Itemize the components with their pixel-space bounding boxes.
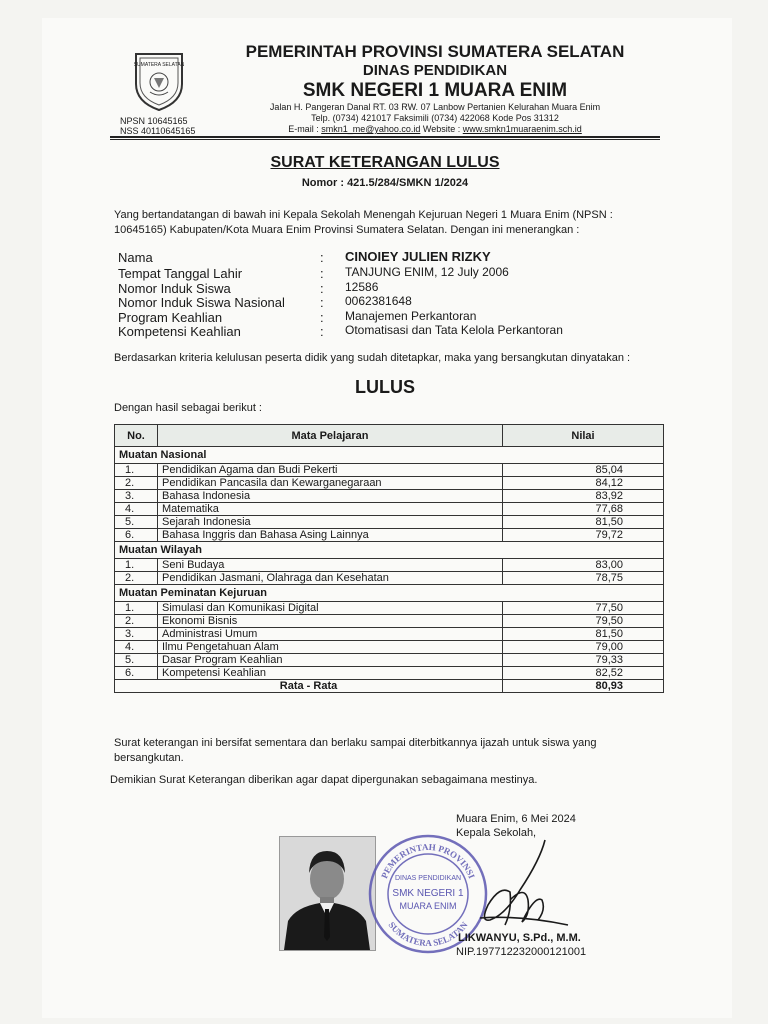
row-score: 83,92: [503, 490, 664, 503]
row-subject: Kompetensi Keahlian: [158, 667, 503, 680]
row-subject: Bahasa Inggris dan Bahasa Asing Lainnya: [158, 529, 503, 542]
table-row: [115, 572, 664, 585]
email-label: E-mail :: [288, 124, 322, 134]
row-number: 2.: [115, 615, 158, 628]
signer-position: Kepala Sekolah,: [456, 827, 537, 839]
signer-name: LIKWANYU, S.Pd., M.M.: [458, 932, 581, 944]
field-label-nis: Nomor Induk Siswa: [118, 281, 231, 296]
table-row: [115, 667, 664, 680]
website-label: Website :: [420, 124, 463, 134]
row-score: 79,00: [503, 641, 664, 654]
table-row: [115, 615, 664, 628]
field-label-nisn: Nomor Induk Siswa Nasional: [118, 295, 285, 310]
student-photo: [279, 836, 376, 951]
phone-text: Telp. (0734) 421017 Faksimili (0734) 422068 Kode Pos 31312: [311, 113, 559, 123]
column-header-no: No.: [115, 425, 158, 447]
row-number: 1.: [115, 464, 158, 477]
province-emblem-icon: [128, 48, 190, 112]
row-subject: Bahasa Indonesia: [158, 490, 503, 503]
row-score: 83,00: [503, 559, 664, 572]
row-subject: Seni Budaya: [158, 559, 503, 572]
field-colon: :: [320, 266, 324, 281]
table-row: [115, 503, 664, 516]
field-colon: :: [320, 295, 324, 310]
field-value-nis: 12586: [345, 280, 379, 294]
row-number: 5.: [115, 654, 158, 667]
average-score: 80,93: [503, 680, 664, 693]
table-row: [115, 654, 664, 667]
field-label-ttl: Tempat Tanggal Lahir: [118, 266, 243, 281]
table-row: [115, 529, 664, 542]
row-number: 3.: [115, 628, 158, 641]
validity-note: Surat keterangan ini bersifat sementara dan berlaku sampai diterbitkannya ijazah untuk siswa yang bersangkutan.: [114, 737, 597, 764]
field-label-program: Program Keahlian: [118, 310, 223, 325]
row-subject: Pendidikan Pancasila dan Kewarganegaraan: [158, 477, 503, 490]
nss-text: NSS 40110645165: [120, 126, 196, 136]
letterhead-line2: DINAS PENDIDIKAN: [362, 62, 508, 79]
document-title: SURAT KETERANGAN LULUS: [270, 154, 500, 171]
row-score: 79,72: [503, 529, 664, 542]
graduation-status: LULUS: [355, 377, 415, 397]
table-row: [115, 559, 664, 572]
stamp-inner-2: SMK NEGERI 1: [392, 888, 464, 899]
group-label: Muatan Wilayah: [115, 542, 664, 559]
row-number: 1.: [115, 559, 158, 572]
group-row: [115, 447, 664, 464]
criteria-paragraph: Berdasarkan kriteria kelulusan peserta didik yang sudah ditetapkar, maka yang bersangkutan dinyatakan :: [114, 352, 631, 364]
stamp-outer-bottom: SUMATERA SELATAN: [386, 919, 470, 949]
email-link[interactable]: smkn1_me@yahoo.co.id: [321, 124, 421, 134]
group-row: [115, 585, 664, 602]
group-label: Muatan Peminatan Kejuruan: [115, 585, 664, 602]
row-score: 77,50: [503, 602, 664, 615]
grades-table: [114, 424, 664, 693]
row-score: 79,33: [503, 654, 664, 667]
npsn-block: [120, 116, 195, 136]
row-subject: Pendidikan Jasmani, Olahraga dan Kesehatan: [158, 572, 503, 585]
stamp-outer-top: PEMERINTAH PROVINSI: [379, 841, 477, 880]
intro-paragraph: Yang bertandatangan di bawah ini Kepala Sekolah Menengah Kejuruan Negeri 1 Muara Enim (NPSN : 10645165) Kabupaten/Kota Muara Enim Provinsi Sumatera Selatan. Dengan ini menerangkan :: [114, 209, 613, 236]
row-number: 4.: [115, 641, 158, 654]
field-value-program: Manajemen Perkantoran: [345, 309, 477, 323]
closing-statement: Demikian Surat Keterangan diberikan agar dapat dipergunakan sebagaimana mestinya.: [110, 774, 538, 786]
row-number: 5.: [115, 516, 158, 529]
stamp-inner-3: MUARA ENIM: [399, 901, 457, 911]
npsn-text: NPSN 10645165: [120, 116, 188, 126]
row-subject: Simulasi dan Komunikasi Digital: [158, 602, 503, 615]
row-subject: Pendidikan Agama dan Budi Pekerti: [158, 464, 503, 477]
row-number: 6.: [115, 667, 158, 680]
stamp-inner-1: DINAS PENDIDIKAN: [394, 875, 462, 882]
emblem-text: SUMATERA SELATAN: [133, 62, 185, 68]
row-subject: Dasar Program Keahlian: [158, 654, 503, 667]
average-row: [115, 680, 664, 693]
row-subject: Ilmu Pengetahuan Alam: [158, 641, 503, 654]
letterhead-address: [200, 102, 670, 124]
table-row: [115, 490, 664, 503]
place-date: Muara Enim, 6 Mei 2024: [456, 813, 576, 825]
table-row: [115, 641, 664, 654]
row-number: 4.: [115, 503, 158, 516]
field-colon: :: [320, 250, 324, 265]
row-score: 78,75: [503, 572, 664, 585]
row-score: 85,04: [503, 464, 664, 477]
group-label: Muatan Nasional: [115, 447, 664, 464]
row-score: 81,50: [503, 516, 664, 529]
column-header-subject: Mata Pelajaran: [158, 425, 503, 447]
letterhead-rule: [110, 136, 660, 138]
table-row: [115, 628, 664, 641]
row-subject: Administrasi Umum: [158, 628, 503, 641]
row-score: 79,50: [503, 615, 664, 628]
table-row: [115, 516, 664, 529]
row-number: 6.: [115, 529, 158, 542]
row-number: 1.: [115, 602, 158, 615]
field-colon: :: [320, 324, 324, 339]
signer-nip: NIP.197712232000121001: [456, 946, 587, 958]
results-intro: Dengan hasil sebagai berikut :: [114, 402, 262, 414]
table-row: [115, 602, 664, 615]
table-header-row: [115, 425, 664, 447]
row-subject: Ekonomi Bisnis: [158, 615, 503, 628]
field-colon: :: [320, 281, 324, 296]
row-number: 3.: [115, 490, 158, 503]
field-label-nama: Nama: [118, 250, 153, 265]
field-value-kompetensi: Otomatisasi dan Tata Kelola Perkantoran: [345, 323, 563, 337]
row-score: 77,68: [503, 503, 664, 516]
row-subject: Sejarah Indonesia: [158, 516, 503, 529]
letterhead-line1: PEMERINTAH PROVINSI SUMATERA SELATAN: [245, 42, 625, 61]
field-colon: :: [320, 310, 324, 325]
field-value-nisn: 0062381648: [345, 294, 412, 308]
field-value-nama: CINOIEY JULIEN RIZKY: [345, 249, 491, 264]
address-text: Jalan H. Pangeran Danal RT. 03 RW. 07 Lanbow Pertanien Kelurahan Muara Enim: [269, 102, 601, 112]
row-score: 82,52: [503, 667, 664, 680]
document-number: Nomor : 421.5/284/SMKN 1/2024: [301, 177, 469, 189]
table-row: [115, 464, 664, 477]
student-photo-image: [280, 837, 375, 950]
signature-icon: [450, 830, 580, 940]
field-label-kompetensi: Kompetensi Keahlian: [118, 324, 241, 339]
row-score: 81,50: [503, 628, 664, 641]
row-subject: Matematika: [158, 503, 503, 516]
field-value-ttl: TANJUNG ENIM, 12 July 2006: [345, 265, 509, 279]
letterhead-contact: [200, 124, 670, 134]
letterhead-rule-thin: [110, 139, 660, 140]
row-score: 84,12: [503, 477, 664, 490]
column-header-score: Nilai: [503, 425, 664, 447]
table-row: [115, 477, 664, 490]
row-number: 2.: [115, 572, 158, 585]
group-row: [115, 542, 664, 559]
row-number: 2.: [115, 477, 158, 490]
website-link[interactable]: www.smkn1muaraenim.sch.id: [462, 124, 582, 134]
average-label: Rata - Rata: [115, 680, 503, 693]
letterhead-school-name: SMK NEGERI 1 MUARA ENIM: [302, 80, 568, 101]
